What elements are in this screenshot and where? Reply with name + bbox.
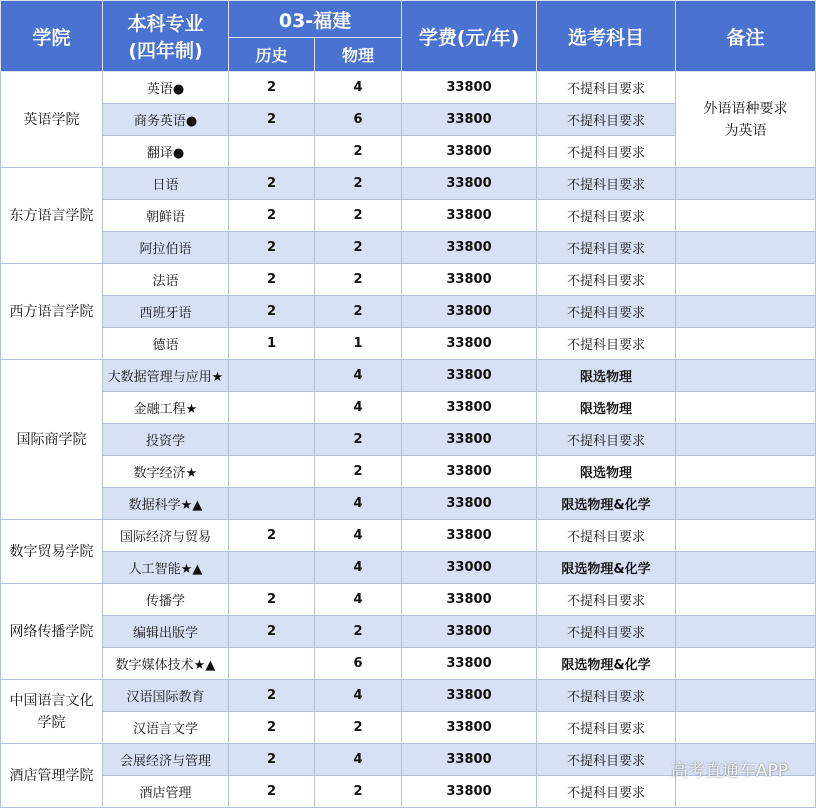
subject-requirement: 不提科目要求	[537, 168, 676, 200]
major-name: 数字经济★	[103, 456, 229, 488]
major-name: 日语	[103, 168, 229, 200]
major-name: 商务英语●	[103, 104, 229, 136]
tuition-value: 33800	[402, 296, 537, 328]
history-count	[229, 360, 315, 392]
remarks-cell	[676, 264, 816, 296]
physics-count: 4	[315, 72, 402, 104]
subject-requirement: 不提科目要求	[537, 104, 676, 136]
subject-requirement: 不提科目要求	[537, 136, 676, 168]
table-row	[1, 520, 816, 552]
tuition-value: 33800	[402, 168, 537, 200]
physics-count: 2	[315, 296, 402, 328]
major-name: 人工智能★▲	[103, 552, 229, 584]
table-row	[1, 232, 816, 264]
remarks-cell	[676, 616, 816, 648]
remarks-cell	[676, 328, 816, 360]
tuition-value: 33800	[402, 776, 537, 808]
major-name: 传播学	[103, 584, 229, 616]
remarks-cell	[676, 488, 816, 520]
remarks-cell	[676, 232, 816, 264]
remarks-note: 外语语种要求为英语	[676, 72, 816, 168]
header-subjects: 选考科目	[537, 1, 676, 72]
tuition-value: 33800	[402, 104, 537, 136]
remarks-cell	[676, 296, 816, 328]
header-remarks: 备注	[676, 1, 816, 72]
header-physics: 物理	[315, 38, 402, 72]
table-row	[1, 328, 816, 360]
history-count	[229, 136, 315, 168]
tuition-value: 33800	[402, 232, 537, 264]
history-count	[229, 488, 315, 520]
physics-count: 2	[315, 264, 402, 296]
major-name: 大数据管理与应用★	[103, 360, 229, 392]
tuition-value: 33800	[402, 648, 537, 680]
major-name: 朝鲜语	[103, 200, 229, 232]
physics-count: 4	[315, 360, 402, 392]
physics-count: 2	[315, 776, 402, 808]
subject-requirement: 不提科目要求	[537, 232, 676, 264]
history-count	[229, 392, 315, 424]
major-name: 法语	[103, 264, 229, 296]
table-row	[1, 360, 816, 392]
remarks-cell	[676, 584, 816, 616]
physics-count: 6	[315, 104, 402, 136]
tuition-value: 33800	[402, 328, 537, 360]
college-name: 国际商学院	[1, 360, 103, 520]
header-major-line2: (四年制)	[128, 40, 203, 62]
physics-count: 2	[315, 616, 402, 648]
subject-requirement: 不提科目要求	[537, 744, 676, 776]
subject-requirement: 不提科目要求	[537, 584, 676, 616]
table-row	[1, 584, 816, 616]
subject-requirement: 不提科目要求	[537, 296, 676, 328]
history-count: 2	[229, 776, 315, 808]
major-name: 会展经济与管理	[103, 744, 229, 776]
major-name: 金融工程★	[103, 392, 229, 424]
table-row	[1, 72, 816, 104]
physics-count: 2	[315, 424, 402, 456]
history-count: 2	[229, 200, 315, 232]
watermark: 高考直通车APP	[670, 761, 788, 781]
tuition-value: 33800	[402, 616, 537, 648]
major-name: 德语	[103, 328, 229, 360]
header-province: 03-福建	[229, 1, 402, 38]
history-count: 2	[229, 520, 315, 552]
header-tuition: 学费(元/年)	[402, 1, 537, 72]
tuition-value: 33800	[402, 744, 537, 776]
physics-count: 4	[315, 744, 402, 776]
remarks-cell	[676, 520, 816, 552]
subject-requirement: 不提科目要求	[537, 520, 676, 552]
college-name: 西方语言学院	[1, 264, 103, 360]
tuition-value: 33800	[402, 712, 537, 744]
subject-requirement: 不提科目要求	[537, 616, 676, 648]
subject-requirement: 不提科目要求	[537, 200, 676, 232]
remarks-cell	[676, 200, 816, 232]
history-count: 2	[229, 72, 315, 104]
remarks-cell	[676, 712, 816, 744]
history-count: 2	[229, 680, 315, 712]
physics-count: 2	[315, 456, 402, 488]
physics-count: 2	[315, 712, 402, 744]
major-name: 英语●	[103, 72, 229, 104]
physics-count: 2	[315, 168, 402, 200]
table-row	[1, 712, 816, 744]
major-name: 翻译●	[103, 136, 229, 168]
tuition-value: 33800	[402, 72, 537, 104]
table-row	[1, 296, 816, 328]
remarks-cell	[676, 392, 816, 424]
tuition-value: 33800	[402, 200, 537, 232]
major-name: 汉语言文学	[103, 712, 229, 744]
table-row	[1, 264, 816, 296]
table-row	[1, 200, 816, 232]
subject-requirement: 不提科目要求	[537, 424, 676, 456]
tuition-value: 33800	[402, 136, 537, 168]
major-name: 汉语国际教育	[103, 680, 229, 712]
history-count: 2	[229, 584, 315, 616]
remarks-cell	[676, 680, 816, 712]
physics-count: 1	[315, 328, 402, 360]
physics-count: 4	[315, 488, 402, 520]
college-name: 中国语言文化学院	[1, 680, 103, 744]
major-name: 数字媒体技术★▲	[103, 648, 229, 680]
college-name: 数字贸易学院	[1, 520, 103, 584]
table-row	[1, 392, 816, 424]
remarks-cell	[676, 552, 816, 584]
table-row	[1, 552, 816, 584]
tuition-value: 33800	[402, 488, 537, 520]
remarks-cell	[676, 424, 816, 456]
subject-requirement: 不提科目要求	[537, 328, 676, 360]
header-major-line1: 本科专业	[127, 13, 204, 35]
history-count: 2	[229, 296, 315, 328]
header-major	[103, 1, 229, 72]
tuition-value: 33800	[402, 584, 537, 616]
table-row	[1, 488, 816, 520]
major-name: 阿拉伯语	[103, 232, 229, 264]
major-name: 投资学	[103, 424, 229, 456]
history-count: 2	[229, 744, 315, 776]
history-count	[229, 456, 315, 488]
tuition-value: 33800	[402, 392, 537, 424]
history-count: 1	[229, 328, 315, 360]
college-name: 酒店管理学院	[1, 744, 103, 808]
subject-requirement: 限选物理	[537, 392, 676, 424]
physics-count: 6	[315, 648, 402, 680]
history-count: 2	[229, 104, 315, 136]
physics-count: 4	[315, 392, 402, 424]
subject-requirement: 不提科目要求	[537, 264, 676, 296]
table-row	[1, 680, 816, 712]
remarks-cell	[676, 648, 816, 680]
table-row	[1, 648, 816, 680]
major-name: 国际经济与贸易	[103, 520, 229, 552]
remarks-cell	[676, 168, 816, 200]
college-name: 英语学院	[1, 72, 103, 168]
history-count	[229, 648, 315, 680]
tuition-value: 33800	[402, 360, 537, 392]
table-row	[1, 424, 816, 456]
tuition-value: 33800	[402, 264, 537, 296]
physics-count: 4	[315, 552, 402, 584]
physics-count: 4	[315, 680, 402, 712]
major-name: 编辑出版学	[103, 616, 229, 648]
tuition-value: 33800	[402, 680, 537, 712]
college-name: 网络传播学院	[1, 584, 103, 680]
tuition-value: 33000	[402, 552, 537, 584]
table-row	[1, 168, 816, 200]
subject-requirement: 不提科目要求	[537, 776, 676, 808]
subject-requirement: 限选物理	[537, 360, 676, 392]
physics-count: 4	[315, 520, 402, 552]
physics-count: 4	[315, 584, 402, 616]
header-history: 历史	[229, 38, 315, 72]
subject-requirement: 限选物理&化学	[537, 648, 676, 680]
subject-requirement: 不提科目要求	[537, 72, 676, 104]
table-row	[1, 456, 816, 488]
college-name: 东方语言学院	[1, 168, 103, 264]
subject-requirement: 不提科目要求	[537, 680, 676, 712]
physics-count: 2	[315, 200, 402, 232]
history-count	[229, 424, 315, 456]
history-count: 2	[229, 168, 315, 200]
history-count: 2	[229, 264, 315, 296]
header-college: 学院	[1, 1, 103, 72]
physics-count: 2	[315, 136, 402, 168]
table-row	[1, 616, 816, 648]
history-count: 2	[229, 232, 315, 264]
physics-count: 2	[315, 232, 402, 264]
history-count	[229, 552, 315, 584]
history-count: 2	[229, 712, 315, 744]
major-name: 数据科学★▲	[103, 488, 229, 520]
subject-requirement: 限选物理&化学	[537, 552, 676, 584]
remarks-cell	[676, 360, 816, 392]
remarks-cell	[676, 456, 816, 488]
history-count: 2	[229, 616, 315, 648]
tuition-value: 33800	[402, 424, 537, 456]
tuition-value: 33800	[402, 520, 537, 552]
major-name: 西班牙语	[103, 296, 229, 328]
subject-requirement: 不提科目要求	[537, 712, 676, 744]
subject-requirement: 限选物理&化学	[537, 488, 676, 520]
table-body	[1, 72, 816, 808]
subject-requirement: 限选物理	[537, 456, 676, 488]
tuition-value: 33800	[402, 456, 537, 488]
major-name: 酒店管理	[103, 776, 229, 808]
